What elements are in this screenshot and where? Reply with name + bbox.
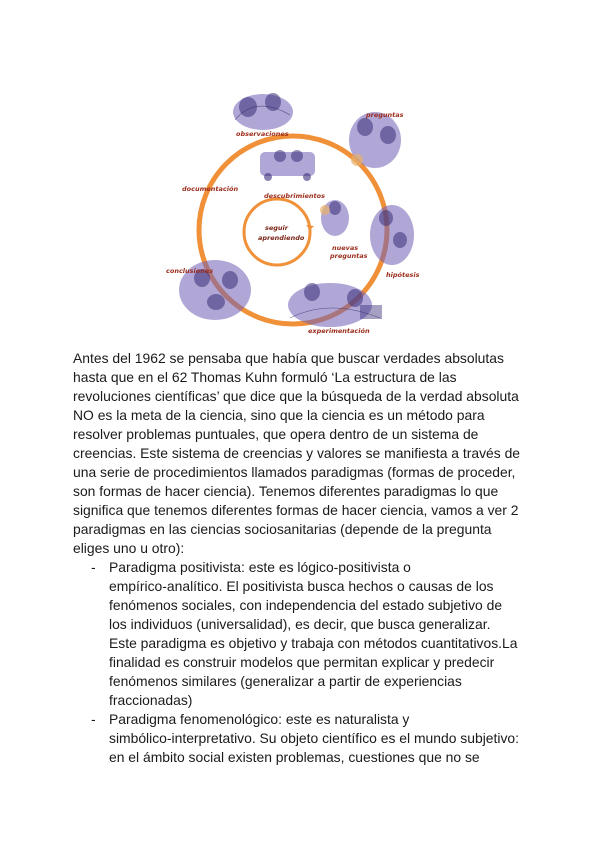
hipotesis-illustration [370, 205, 414, 265]
label-aprendiendo: aprendiendo [258, 234, 305, 242]
label-descubrimientos: descubrimientos [264, 192, 325, 200]
preguntas-illustration [349, 112, 401, 168]
bullet-text: Paradigma positivista: este es lógico-positivista o empírico-analítico. El positivista busca hechos o causas de los fenómenos sociales, con independencia del estado subjetivo de los individuos (universalidad), es decir, que busca generalizar. Este paradigma es objetivo y trabaja con métodos cuantitativos.La finalidad es construir modelos que permitan explicar y predecir fenómenos similares (generalizar a partir de experiencias fraccionadas) [109, 559, 518, 708]
label-seguir: seguir [265, 224, 288, 232]
bullet-dash: - [91, 559, 96, 575]
bullet-dash: - [91, 711, 96, 727]
label-nuevas-preguntas: preguntas [330, 252, 368, 260]
nuevas-preguntas-illustration [320, 200, 349, 236]
descubrimientos-illustration [260, 150, 315, 181]
label-hipotesis: hipótesis [386, 271, 420, 279]
bullet-phenomenological [73, 710, 543, 767]
inner-cycle-ring [244, 199, 310, 265]
bullet-positivist [73, 558, 543, 710]
body-text [73, 349, 543, 767]
scientific-method-cycle-figure [160, 80, 425, 338]
label-nuevas: nuevas [332, 244, 359, 252]
label-documentacion: documentación [182, 185, 239, 193]
intro-paragraph: Antes del 1962 se pensaba que había que buscar verdades absolutas hasta que en el 62 Thomas Kuhn formuló ‘La estructura de las revoluciones científicas’ que dice que la búsqueda de la verdad absoluta NO es la meta de la ciencia, sino que la ciencia es un método para resolver problemas puntuales, que opera dentro de un sistema de creencias. Este sistema de creencias y valores se manifiesta a través de una serie de procedimientos llamados paradigmas (formas de proceder, son formas de hacer ciencia). Tenemos diferentes paradigmas lo que significa que tenemos diferentes formas de hacer ciencia, vamos a ver 2 paradigmas en las ciencias sociosanitarias (depende de la pregunta eliges uno u otro): [73, 350, 521, 556]
cycle-illustration [160, 80, 425, 338]
observaciones-illustration [233, 93, 293, 130]
label-observaciones: observaciones [236, 130, 289, 138]
label-experimentacion: experimentación [308, 327, 370, 335]
inner-arrow-icon [306, 225, 314, 230]
bullet-text: Paradigma fenomenológico: este es naturalista y simbólico-interpretativo. Su objeto científico es el mundo subjetivo: en el ámbito social existen problemas, cuestiones que no se [109, 711, 519, 765]
label-preguntas: preguntas [366, 111, 404, 119]
label-conclusiones: conclusiones [166, 267, 214, 275]
